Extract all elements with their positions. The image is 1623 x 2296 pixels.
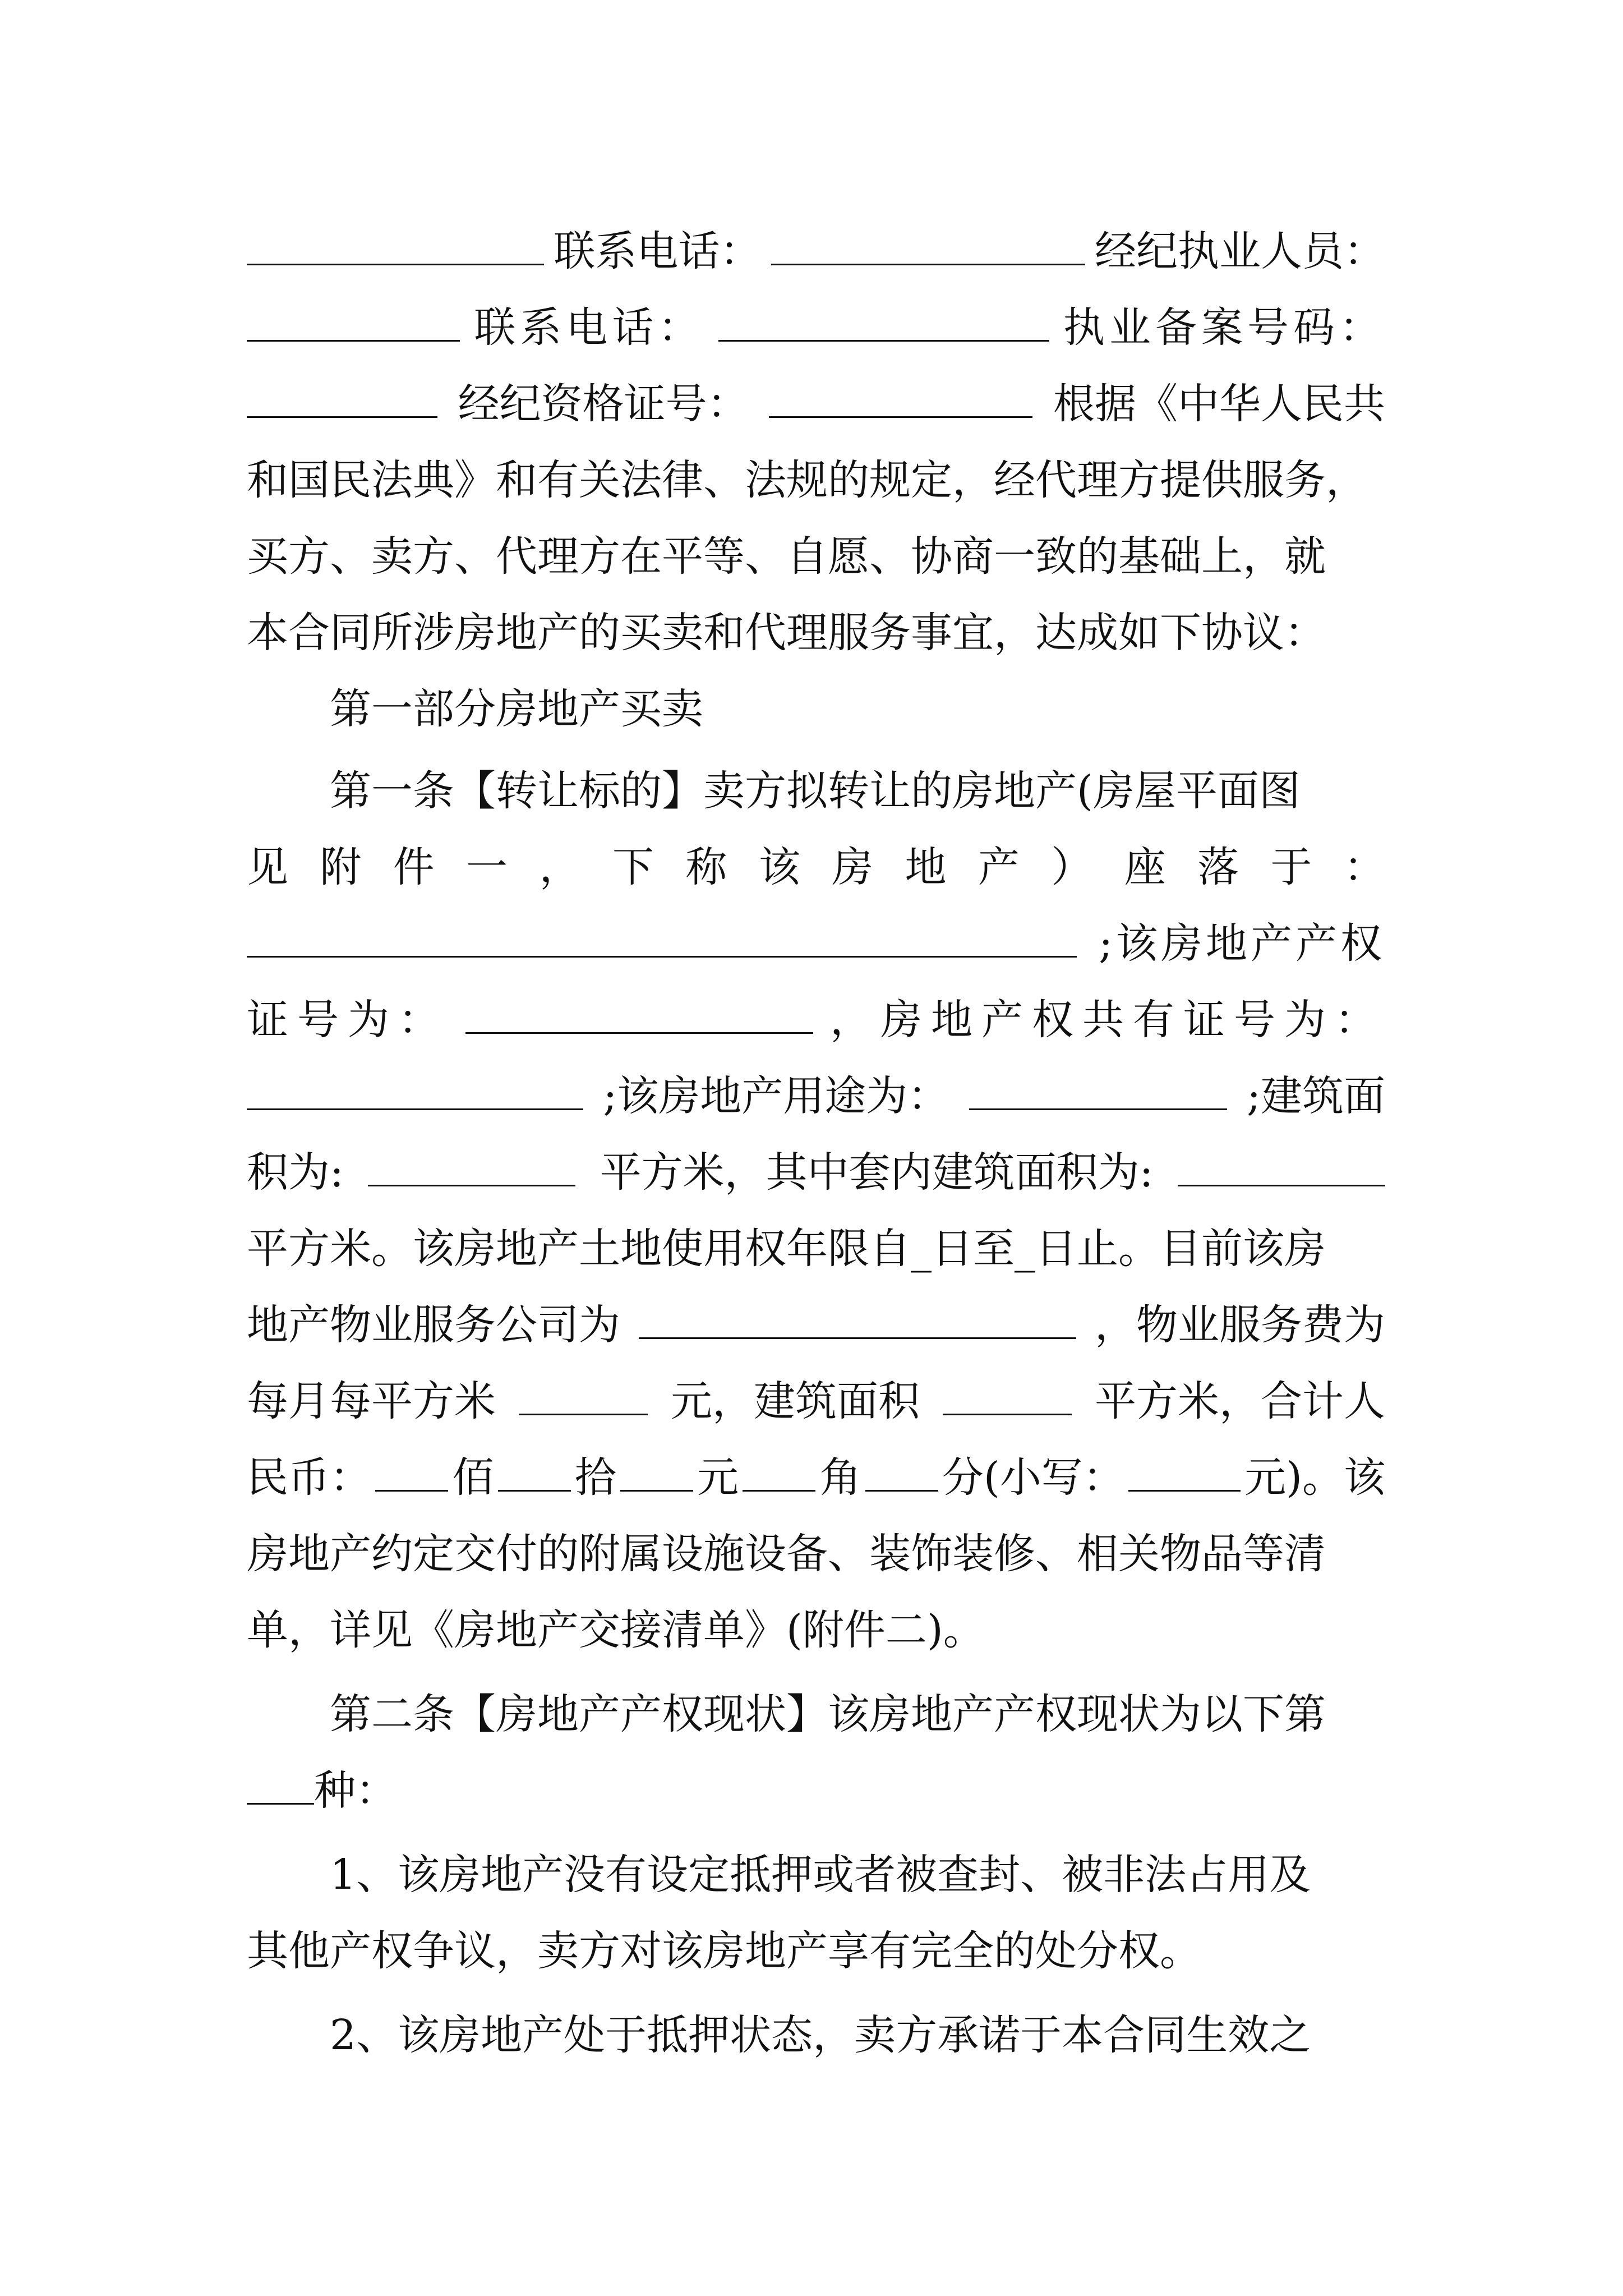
line-11 [247, 982, 1385, 1058]
line-21 [247, 1752, 1385, 1829]
char: 附 [320, 843, 362, 891]
blank-field [465, 999, 813, 1034]
line-22: 1、该房地产没有设定抵押或者被查封、被非法占用及 [330, 1851, 1311, 1899]
blank-field [639, 1304, 1076, 1339]
blank-field [1128, 1456, 1241, 1492]
text: ;该房地产产权 [1099, 919, 1385, 968]
line-6: 本合同所涉房地产的买卖和代理服务事宜，达成如下协议： [247, 609, 1326, 657]
line-14: 平方米。该房地产土地使用权年限自_日至_日止。目前该房 [247, 1225, 1326, 1273]
text: 经纪资格证号： [458, 380, 749, 428]
text: ;该房地产用途为： [603, 1072, 949, 1120]
blank-field [743, 1456, 815, 1492]
line-9 [247, 829, 1385, 905]
line-5: 买方、卖方、代理方在平等、自愿、协商一致的基础上，就 [247, 532, 1326, 581]
line-20: 第二条【房地产产权现状】该房地产产权现状为以下第 [330, 1690, 1326, 1738]
text: 分(小写： [942, 1453, 1124, 1502]
line-3 [247, 366, 1385, 442]
text: 元 [697, 1453, 739, 1502]
blank-field [247, 306, 460, 342]
blank-field [1178, 1151, 1385, 1186]
contract-page [247, 213, 1385, 2073]
text: 平方米，合计人 [1095, 1377, 1385, 1425]
line-2 [247, 289, 1385, 366]
blank-field [769, 383, 1032, 418]
char: ， [539, 843, 581, 891]
line-8: 第一条【转让标的】卖方拟转让的房地产(房屋平面图 [330, 767, 1301, 815]
line-4: 和国民法典》和有关法律、法规的规定，经代理方提供服务， [247, 456, 1367, 504]
char: 该 [758, 843, 800, 891]
line-19: 单，详见《房地产交接清单》(附件二)。 [247, 1606, 985, 1654]
char: 落 [1197, 843, 1239, 891]
text: 根据《中华人民共 [1053, 380, 1385, 428]
char: 于 [1270, 843, 1312, 891]
char: 房 [832, 843, 874, 891]
text: 经纪执业人员： [1094, 227, 1385, 275]
section-heading: 第一部分房地产买卖 [330, 685, 703, 733]
blank-field [943, 1380, 1072, 1415]
char: 产 [978, 843, 1020, 891]
blank-field [620, 1456, 693, 1492]
blank-field [375, 1456, 448, 1492]
line-1 [247, 213, 1385, 289]
line-15 [247, 1287, 1385, 1363]
char: 一 [466, 843, 508, 891]
text: 联系电话： [554, 227, 762, 275]
char: 下 [612, 843, 654, 891]
line-10 [247, 905, 1385, 982]
text: 元，建筑面积 [671, 1377, 920, 1425]
line-17 [247, 1439, 1385, 1516]
text: 拾 [574, 1453, 616, 1502]
text: ，房地产权共有证号为： [830, 996, 1385, 1044]
text: 执业备案号码： [1063, 303, 1385, 352]
text: ，物业服务费为 [1095, 1301, 1385, 1349]
blank-field [865, 1456, 938, 1492]
blank-field [247, 383, 437, 418]
line-24: 2、该房地产处于抵押状态，卖方承诺于本合同生效之 [330, 2011, 1311, 2059]
text: 平方米，其中套内建筑面积为: [600, 1148, 1154, 1197]
text: 元)。该 [1244, 1453, 1385, 1502]
blank-field [247, 230, 544, 265]
blank-field [498, 1456, 571, 1492]
blank-field [969, 1075, 1227, 1110]
text: 联系电话： [474, 303, 704, 352]
text: 角 [819, 1453, 861, 1502]
text: 每月每平方米 [247, 1377, 496, 1425]
text: 地产物业服务公司为 [247, 1301, 620, 1349]
text: 证号为： [247, 996, 449, 1044]
line-16 [247, 1363, 1385, 1439]
line-13 [247, 1134, 1385, 1211]
text: 佰 [452, 1453, 494, 1502]
char: ） [1051, 843, 1093, 891]
char: 件 [393, 843, 435, 891]
line-23: 其他产权争议，卖方对该房地产享有完全的处分权。 [247, 1927, 1201, 1975]
char: 座 [1124, 843, 1166, 891]
char: 见 [247, 843, 288, 891]
text: 种： [314, 1766, 397, 1815]
blank-field [247, 922, 1077, 958]
blank-field [247, 1075, 583, 1110]
line-18: 房地产约定交付的附属设施设备、装饰装修、相关物品等清 [247, 1530, 1326, 1578]
blank-field [368, 1151, 575, 1186]
blank-field [718, 306, 1049, 342]
blank-field [519, 1380, 648, 1415]
text: 民币： [247, 1453, 371, 1502]
line-12 [247, 1058, 1385, 1134]
char: 地 [905, 843, 947, 891]
blank-field [771, 230, 1085, 265]
blank-field [247, 1769, 314, 1805]
text: 积为: [247, 1148, 344, 1197]
text: ;建筑面 [1247, 1072, 1385, 1120]
char: ： [1343, 843, 1385, 891]
char: 称 [685, 843, 727, 891]
